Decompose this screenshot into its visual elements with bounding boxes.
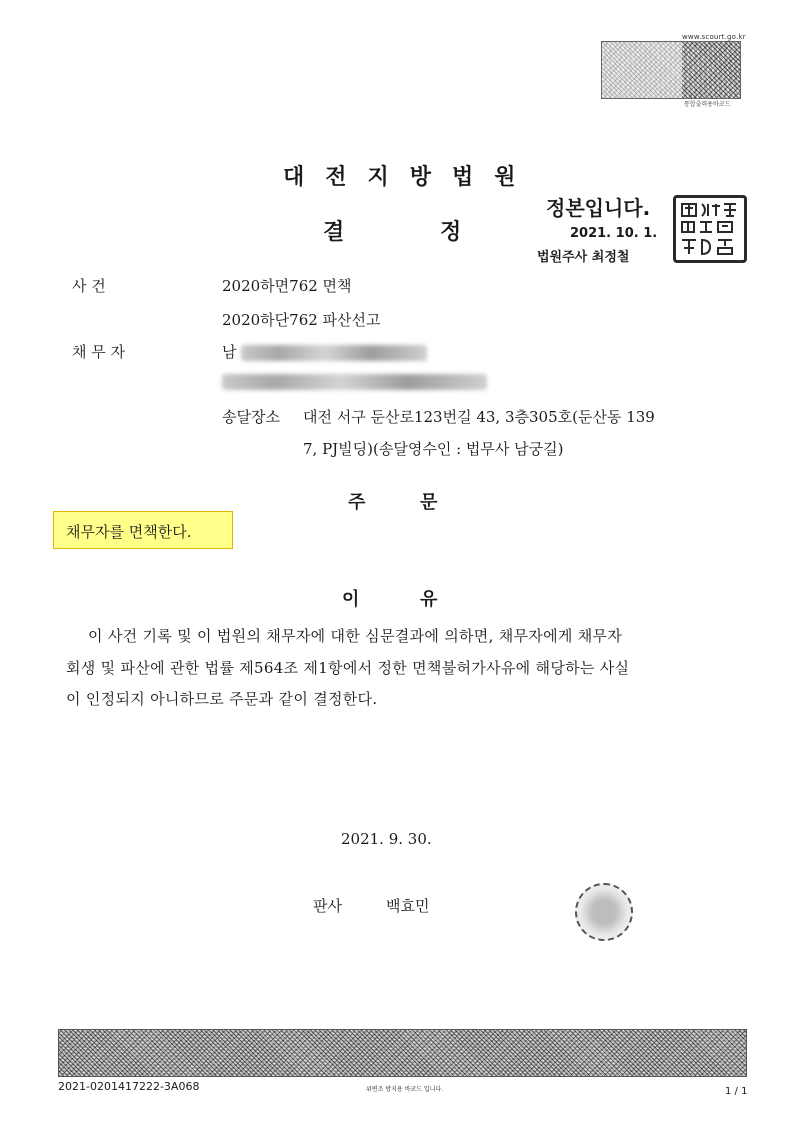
court-stamp bbox=[673, 195, 747, 263]
order-heading-char-2: 문 bbox=[420, 492, 438, 513]
certified-date: 2021. 10. 1. bbox=[570, 226, 658, 241]
document-title-char-1: 결 bbox=[323, 220, 345, 245]
judge-seal bbox=[575, 883, 633, 941]
reason-heading bbox=[342, 585, 438, 611]
order-text: 채무자를 면책한다. bbox=[66, 523, 192, 541]
order-heading-char-1: 주 bbox=[348, 492, 366, 513]
document-title-char-2: 정 bbox=[440, 220, 462, 245]
court-name: 대전지방법원 bbox=[283, 165, 537, 190]
barcode-note: 위변조 방지용 바코드 입니다. bbox=[366, 1086, 444, 1093]
order-text-highlight bbox=[53, 511, 233, 549]
case-label: 사 건 bbox=[72, 277, 106, 295]
reason-heading-char-1: 이 bbox=[342, 589, 360, 610]
case-number-bankruptcy: 2020하단762 파산선고 bbox=[222, 311, 381, 329]
service-address-line-1: 대전 서구 둔산로123번길 43, 3층305호(둔산동 139 bbox=[303, 408, 655, 426]
judge-label: 판사 bbox=[313, 897, 342, 915]
service-address-line-2: 7, PJ빌딩)(송달영수인 : 법무사 남궁길) bbox=[303, 440, 564, 458]
anti-forgery-barcode bbox=[58, 1029, 747, 1077]
barcode-caption: 통합출력용바코드 bbox=[684, 101, 731, 108]
reason-heading-char-2: 유 bbox=[420, 589, 438, 610]
document-title bbox=[323, 215, 462, 246]
judge-name: 백효민 bbox=[386, 897, 430, 915]
document-barcode bbox=[601, 41, 741, 99]
debtor-address bbox=[222, 372, 487, 390]
service-label: 송달장소 bbox=[222, 408, 280, 426]
redacted-debtor-name bbox=[241, 345, 427, 361]
certified-copy-text: 정본입니다. bbox=[546, 196, 651, 220]
reason-line-3: 이 인정되지 아니하므로 주문과 같이 결정한다. bbox=[66, 690, 378, 708]
site-url: www.scourt.go.kr bbox=[682, 33, 746, 41]
decision-date: 2021. 9. 30. bbox=[341, 830, 432, 848]
court-stamp-glyphs bbox=[676, 198, 744, 260]
document-id: 2021-0201417222-3A068 bbox=[58, 1080, 200, 1093]
reason-line-1: 이 사건 기록 및 이 법원의 채무자에 대한 심문결과에 의하면, 채무자에게 채무자 bbox=[88, 627, 623, 645]
reason-line-2: 회생 및 파산에 관한 법률 제564조 제1항에서 정한 면책불허가사유에 해당하는 사실 bbox=[66, 659, 630, 677]
certified-clerk: 법원주사 최정철 bbox=[537, 250, 630, 265]
redacted-debtor-address bbox=[222, 374, 487, 390]
case-number-discharge: 2020하면762 면책 bbox=[222, 277, 352, 295]
debtor-label: 채 무 자 bbox=[72, 343, 126, 361]
debtor-name bbox=[222, 341, 427, 362]
debtor-name-prefix: 남 bbox=[222, 343, 237, 361]
order-heading bbox=[348, 488, 438, 514]
page-number: 1 / 1 bbox=[725, 1086, 748, 1097]
